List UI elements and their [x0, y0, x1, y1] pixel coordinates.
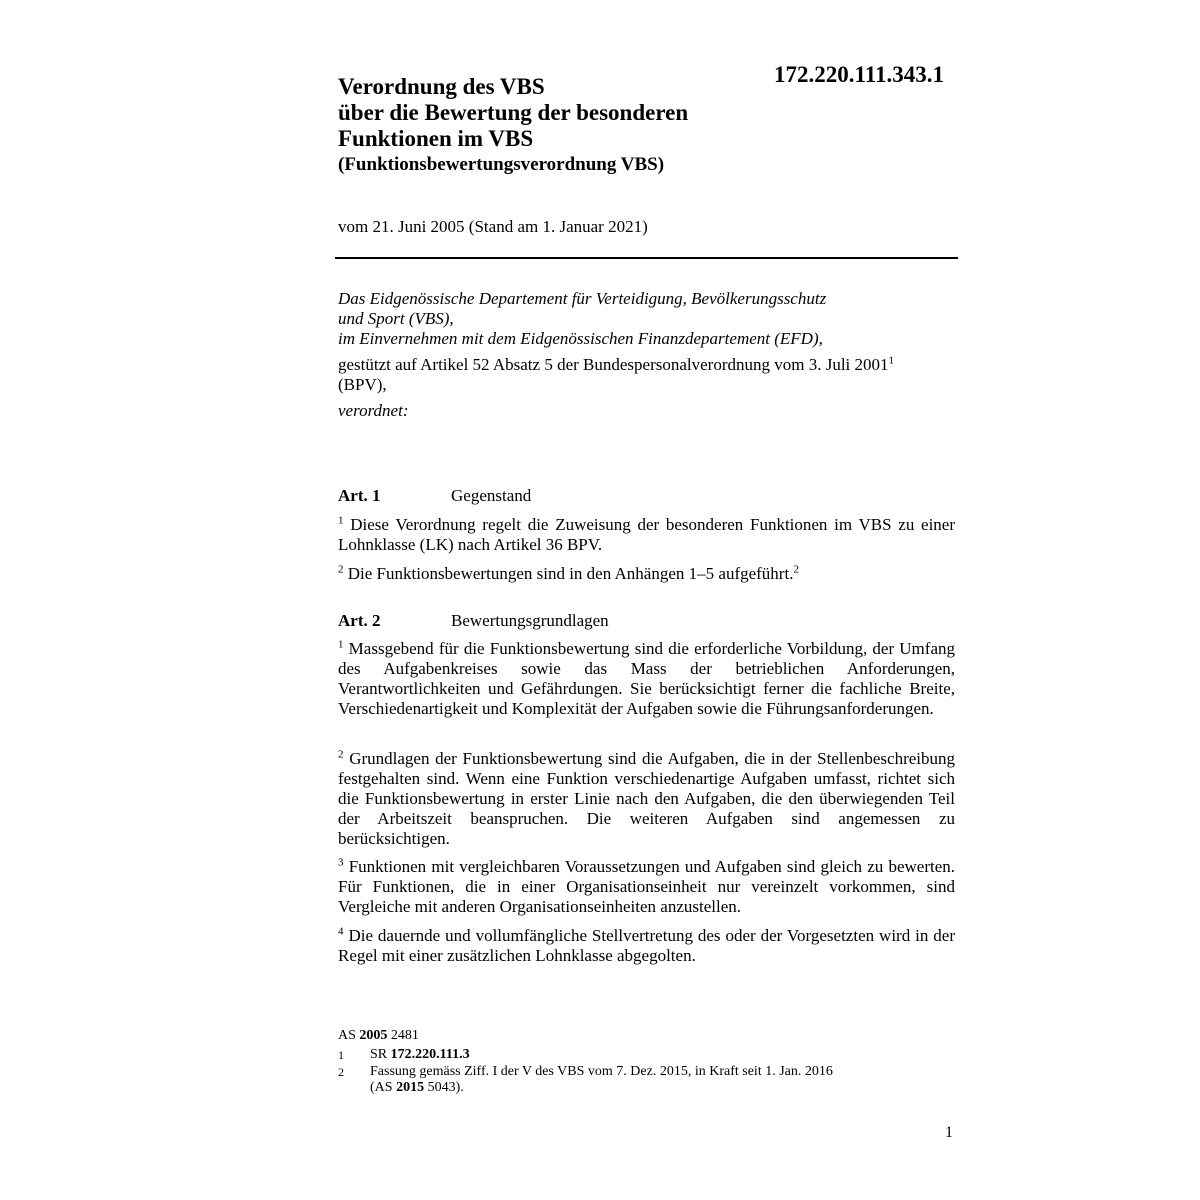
page-number: 1: [945, 1124, 953, 1141]
short-title: (Funktionsbewertungsverordnung VBS): [338, 154, 665, 175]
decree-word: verordnet:: [338, 401, 409, 420]
authority-line: und Sport (VBS),: [338, 309, 454, 328]
footnote-ref[interactable]: 2: [793, 563, 799, 576]
legal-basis-cont: (BPV),: [338, 375, 387, 394]
footnote-number: 1: [338, 1048, 344, 1062]
footnote-2: 2 Fassung gemäss Ziff. I der V des VBS vom 7. Dez. 2015, in Kraft seit 1. Jan. 2016 (AS 2015 5043).: [338, 1064, 833, 1095]
sr-link[interactable]: 172.220.111.3: [390, 1047, 470, 1062]
article-2-paragraph-4: $^4$ Die dauernde und vollumfängliche Stellvertretung des oder der Vorgesetzten wird in der Regel mit einer zusätzlichen Lohnklasse abgegolten.: [338, 925, 956, 965]
footnote-ref[interactable]: 1: [888, 354, 895, 367]
document-title: [338, 74, 688, 152]
article-title: Bewertungsgrundlagen: [451, 611, 609, 630]
sr-number: 172.220.111.343.1: [774, 62, 944, 87]
article-1-paragraph-2: $^2$ Die Funktionsbewertungen sind in den Anhängen 1–5 aufgeführt.$^2$: [338, 563, 799, 583]
article-title: Gegenstand: [451, 486, 532, 505]
preamble: [338, 289, 958, 421]
article-2-paragraph-2: $^2$ Grundlagen der Funktionsbewertung sind die Aufgaben, die in der Stellenbeschreibung festgehalten sind. Wenn eine Funktion verschiedenartige Aufgaben umfasst, richtet sich die Funktionsbewertung in erster Linie nach den Aufgaben, die den überwiegenden Teil der Arbeitszeit beanspruchen. Die weiteren Aufgaben sind angemessen zu berücksichtigen.: [338, 748, 956, 848]
title-line: über die Bewertung der besonderen: [338, 100, 689, 125]
article-1-heading: [338, 486, 531, 506]
article-number: Art. 1: [338, 486, 381, 505]
title-line: Verordnung des VBS: [338, 74, 545, 99]
legal-basis: gestützt auf Artikel 52 Absatz 5 der Bundespersonalverordnung vom 3. Juli 2001$^1$: [338, 354, 895, 374]
article-2-paragraph-1: $^1$ Massgebend für die Funktionsbewertung sind die erforderliche Vorbildung, der Umfang des Aufgabenkreises sowie das Mass der betrieblichen Anforderungen, Verantwortlichkeiten und Gefährdungen. Sie berücksichtigt ferner die fachliche Breite, Verschiedenartigkeit und Komplexität der Aufgaben sowie die Führungsanforderungen.: [338, 638, 955, 718]
article-number: Art. 2: [338, 611, 381, 630]
footnote-number: 2: [338, 1065, 344, 1079]
footnote-1: 1 SR 172.220.111.3: [338, 1047, 470, 1062]
article-2-heading: [338, 611, 609, 631]
title-rule: [335, 257, 958, 259]
article-1-paragraph-1: $^1$ Diese Verordnung regelt die Zuweisung der besonderen Funktionen im VBS zu einer Lohnklasse (LK) nach Artikel 36 BPV.: [338, 514, 956, 554]
title-line: Funktionen im VBS: [338, 126, 534, 151]
article-2-paragraph-3: $^3$ Funktionen mit vergleichbaren Voraussetzungen und Aufgaben sind gleich zu bewerten. Für Funktionen, die in einer Organisationseinheit nur vereinzelt vorkommen, sind Vergleiche mit anderen Organisationseinheiten anzustellen.: [338, 856, 956, 916]
agreement-line: im Einvernehmen mit dem Eidgenössischen Finanzdepartement (EFD),: [338, 329, 823, 348]
date-line: vom 21. Juni 2005 (Stand am 1. Januar 2021): [338, 217, 648, 236]
as-citation: AS 2005 2481: [338, 1028, 419, 1043]
authority-line: Das Eidgenössische Departement für Verteidigung, Bevölkerungsschutz: [338, 289, 827, 308]
